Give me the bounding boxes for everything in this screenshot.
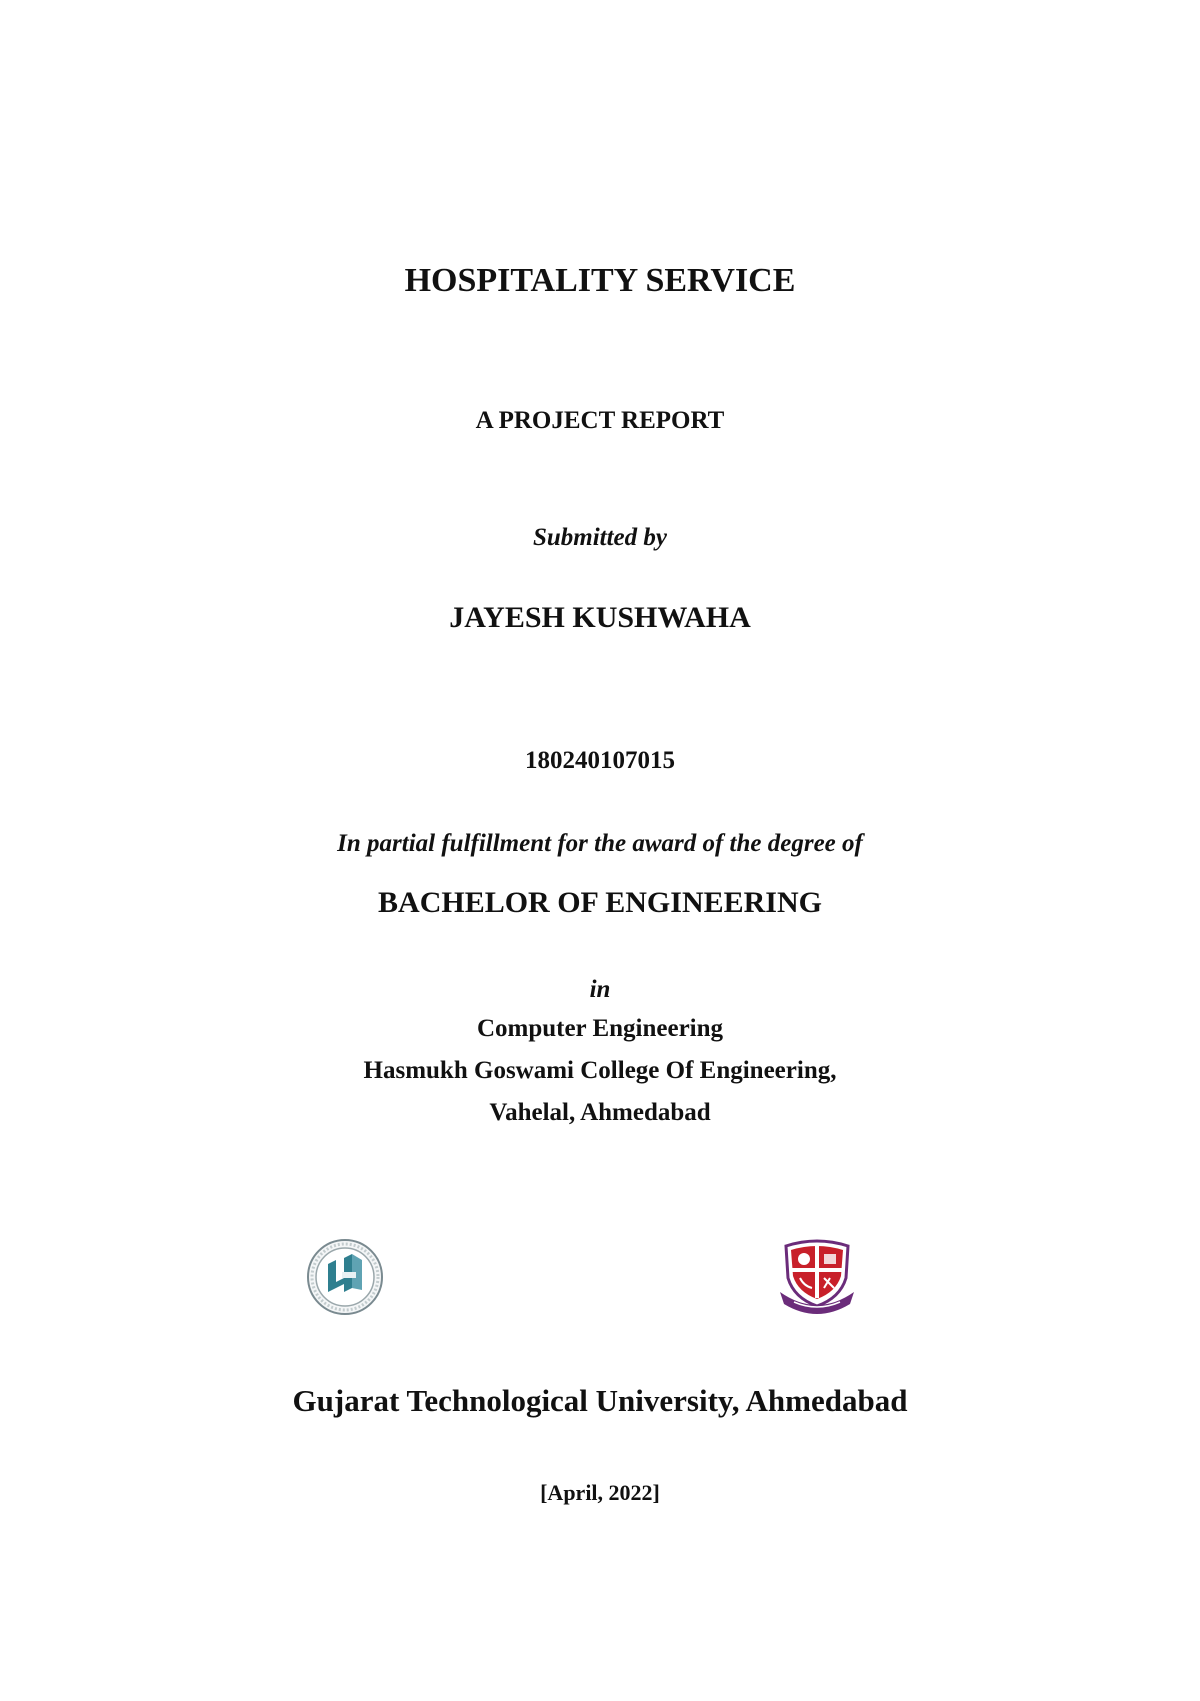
university-name: Gujarat Technological University, Ahmedabad: [292, 1383, 908, 1418]
college-seal-icon: [306, 1238, 384, 1316]
college-location: Vahelal, Ahmedabad: [489, 1099, 711, 1126]
author-name: JAYESH KUSHWAHA: [449, 601, 751, 634]
enrollment-number: 180240107015: [525, 747, 675, 774]
report-type: A PROJECT REPORT: [475, 407, 725, 434]
submitted-by-label: Submitted by: [532, 524, 668, 551]
degree-name: BACHELOR OF ENGINEERING: [378, 886, 822, 919]
branch-name: Computer Engineering: [476, 1015, 724, 1042]
college-name: Hasmukh Goswami College Of Engineering,: [363, 1057, 837, 1084]
report-title: HOSPITALITY SERVICE: [404, 262, 796, 299]
submission-date: [April, 2022]: [540, 1480, 660, 1505]
fulfillment-text: In partial fulfillment for the award of the degree of: [337, 830, 863, 857]
in-label: in: [589, 976, 611, 1003]
gtu-crest-icon: [774, 1232, 860, 1318]
